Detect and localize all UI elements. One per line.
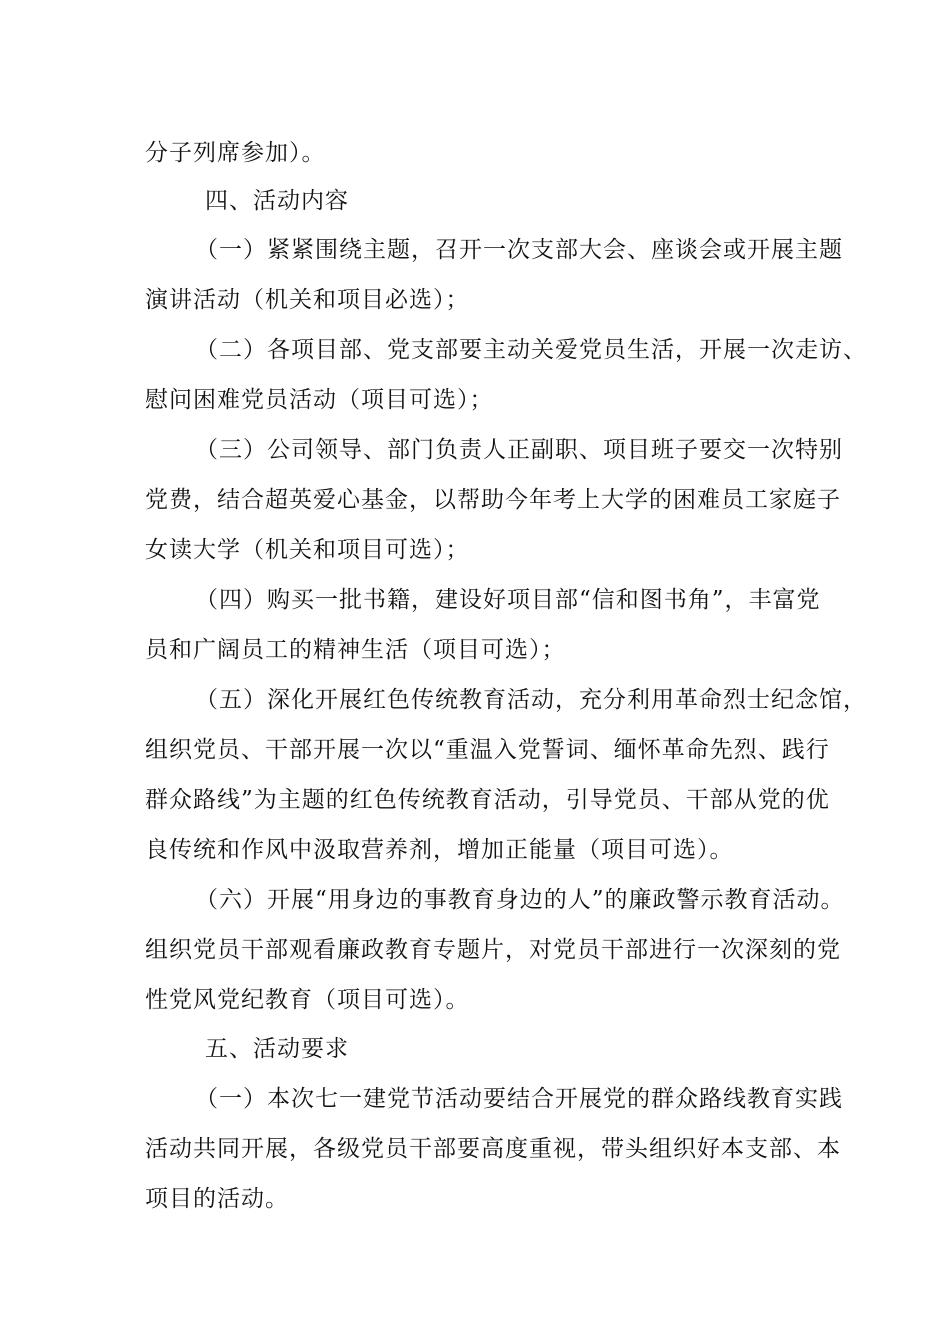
body-text-line: 党费，结合超英爱心基金，以帮助今年考上大学的困难员工家庭子 — [145, 487, 841, 513]
body-text-line: 良传统和作风中汲取营养剂，增加正能量（项目可选）。 — [145, 837, 734, 863]
body-text-line: 群众路线”为主题的红色传统教育活动，引导党员、干部从党的优 — [145, 787, 830, 813]
body-text-line: （三）公司领导、部门负责人正副职、项目班子要交一次特别 — [195, 437, 843, 463]
body-text-line: 演讲活动（机关和项目必选）； — [145, 287, 470, 313]
body-text-line: （四）购买一批书籍，建设好项目部“信和图书角”，丰富党 — [195, 587, 821, 613]
body-text-line: 慰问困难党员活动（项目可选）； — [145, 387, 494, 413]
body-text-line: 分子列席参加）。 — [145, 140, 326, 166]
body-text-line: （一）本次七一建党节活动要结合开展党的群众路线教育实践 — [195, 1086, 843, 1112]
section-heading: 五、活动要求 — [205, 1036, 349, 1062]
body-text-line: 组织党员干部观看廉政教育专题片，对党员干部进行一次深刻的党 — [145, 937, 841, 963]
body-text-line: （一）紧紧围绕主题，召开一次支部大会、座谈会或开展主题 — [195, 237, 843, 263]
section-heading: 四、活动内容 — [205, 188, 349, 214]
body-text-line: （五）深化开展红色传统教育活动，充分利用革命烈士纪念馆， — [195, 687, 867, 713]
body-text-line: 女读大学（机关和项目可选）； — [145, 537, 470, 563]
body-text-line: 项目的活动。 — [145, 1186, 289, 1212]
body-text-line: 组织党员、干部开展一次以“重温入党誓词、缅怀革命先烈、践行 — [145, 737, 830, 763]
body-text-line: 性党风党纪教育（项目可选）。 — [145, 987, 470, 1013]
body-text-line: 员和广阔员工的精神生活（项目可选）； — [145, 637, 566, 663]
body-text-line: 活动共同开展，各级党员干部要高度重视，带头组织好本支部、本 — [145, 1136, 841, 1162]
body-text-line: （二）各项目部、党支部要主动关爱党员生活，开展一次走访、 — [195, 337, 867, 363]
body-text-line: （六）开展“用身边的事教育身边的人”的廉政警示教育活动。 — [195, 887, 845, 913]
